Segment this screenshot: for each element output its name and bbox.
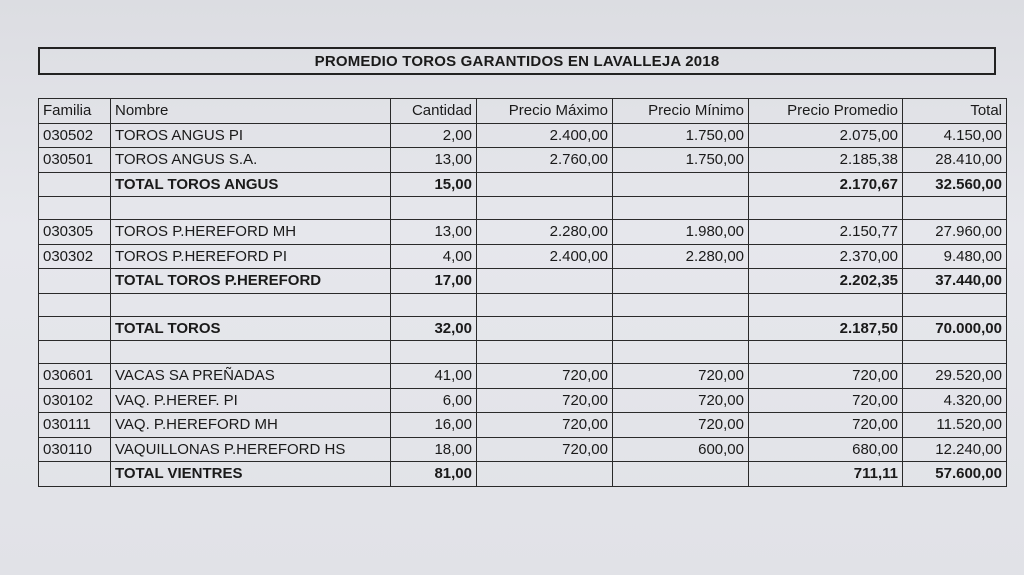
header-row bbox=[39, 99, 1007, 124]
cell-total: 37.440,00 bbox=[903, 269, 1007, 294]
cell-familia: 030502 bbox=[39, 123, 111, 148]
cell-total: 57.600,00 bbox=[903, 462, 1007, 487]
cell-total: 29.520,00 bbox=[903, 364, 1007, 389]
cell-familia: 030302 bbox=[39, 244, 111, 269]
cell-cantidad: 13,00 bbox=[391, 220, 477, 245]
cell-familia bbox=[39, 172, 111, 197]
empty-cell bbox=[391, 293, 477, 316]
cell-nombre: VACAS SA PREÑADAS bbox=[111, 364, 391, 389]
total-row bbox=[39, 316, 1007, 341]
empty-cell bbox=[391, 197, 477, 220]
header-precio-minimo: Precio Mínimo bbox=[613, 99, 749, 124]
cell-total: 70.000,00 bbox=[903, 316, 1007, 341]
spacer-row bbox=[39, 197, 1007, 220]
empty-cell bbox=[749, 197, 903, 220]
table-body bbox=[39, 123, 1007, 486]
cell-total: 4.320,00 bbox=[903, 388, 1007, 413]
cell-precio-promedio: 2.075,00 bbox=[749, 123, 903, 148]
cell-total: 32.560,00 bbox=[903, 172, 1007, 197]
header-cantidad: Cantidad bbox=[391, 99, 477, 124]
table-row bbox=[39, 388, 1007, 413]
empty-cell bbox=[111, 197, 391, 220]
cell-familia: 030501 bbox=[39, 148, 111, 173]
header-precio-promedio: Precio Promedio bbox=[749, 99, 903, 124]
cell-total: 11.520,00 bbox=[903, 413, 1007, 438]
empty-cell bbox=[111, 293, 391, 316]
cell-cantidad: 13,00 bbox=[391, 148, 477, 173]
cell-cantidad: 4,00 bbox=[391, 244, 477, 269]
cell-precio-maximo: 2.400,00 bbox=[477, 244, 613, 269]
empty-cell bbox=[903, 293, 1007, 316]
cell-precio-promedio: 2.202,35 bbox=[749, 269, 903, 294]
cell-total: 12.240,00 bbox=[903, 437, 1007, 462]
empty-cell bbox=[477, 197, 613, 220]
cell-nombre: TOTAL TOROS bbox=[111, 316, 391, 341]
total-row bbox=[39, 172, 1007, 197]
cell-precio-minimo: 1.750,00 bbox=[613, 123, 749, 148]
prices-table bbox=[38, 98, 1007, 487]
cell-precio-minimo bbox=[613, 172, 749, 197]
empty-cell bbox=[39, 197, 111, 220]
cell-familia: 030111 bbox=[39, 413, 111, 438]
empty-cell bbox=[391, 341, 477, 364]
cell-nombre: TOROS P.HEREFORD MH bbox=[111, 220, 391, 245]
cell-precio-maximo bbox=[477, 462, 613, 487]
cell-cantidad: 18,00 bbox=[391, 437, 477, 462]
cell-total: 27.960,00 bbox=[903, 220, 1007, 245]
total-row bbox=[39, 269, 1007, 294]
cell-nombre: VAQUILLONAS P.HEREFORD HS bbox=[111, 437, 391, 462]
cell-precio-maximo: 720,00 bbox=[477, 364, 613, 389]
cell-cantidad: 81,00 bbox=[391, 462, 477, 487]
cell-precio-minimo: 720,00 bbox=[613, 364, 749, 389]
cell-precio-maximo bbox=[477, 316, 613, 341]
header-total: Total bbox=[903, 99, 1007, 124]
cell-nombre: TOTAL VIENTRES bbox=[111, 462, 391, 487]
table-row bbox=[39, 123, 1007, 148]
empty-cell bbox=[477, 293, 613, 316]
empty-cell bbox=[613, 341, 749, 364]
cell-familia bbox=[39, 462, 111, 487]
header-familia: Familia bbox=[39, 99, 111, 124]
cell-precio-maximo: 2.760,00 bbox=[477, 148, 613, 173]
empty-cell bbox=[749, 341, 903, 364]
cell-nombre: TOROS ANGUS PI bbox=[111, 123, 391, 148]
cell-cantidad: 17,00 bbox=[391, 269, 477, 294]
cell-precio-promedio: 720,00 bbox=[749, 364, 903, 389]
cell-nombre: TOTAL TOROS P.HEREFORD bbox=[111, 269, 391, 294]
spacer-row bbox=[39, 341, 1007, 364]
header-precio-maximo: Precio Máximo bbox=[477, 99, 613, 124]
cell-familia: 030102 bbox=[39, 388, 111, 413]
cell-nombre: TOROS ANGUS S.A. bbox=[111, 148, 391, 173]
cell-total: 4.150,00 bbox=[903, 123, 1007, 148]
cell-precio-promedio: 720,00 bbox=[749, 413, 903, 438]
cell-total: 28.410,00 bbox=[903, 148, 1007, 173]
cell-precio-minimo: 1.750,00 bbox=[613, 148, 749, 173]
cell-nombre: VAQ. P.HEREFORD MH bbox=[111, 413, 391, 438]
empty-cell bbox=[749, 293, 903, 316]
cell-nombre: TOROS P.HEREFORD PI bbox=[111, 244, 391, 269]
cell-precio-maximo bbox=[477, 269, 613, 294]
cell-precio-promedio: 2.185,38 bbox=[749, 148, 903, 173]
empty-cell bbox=[39, 293, 111, 316]
document-title: PROMEDIO TOROS GARANTIDOS EN LAVALLEJA 2018 bbox=[38, 47, 996, 75]
cell-precio-promedio: 2.187,50 bbox=[749, 316, 903, 341]
empty-cell bbox=[903, 197, 1007, 220]
cell-precio-maximo: 720,00 bbox=[477, 413, 613, 438]
cell-precio-maximo: 2.280,00 bbox=[477, 220, 613, 245]
cell-cantidad: 2,00 bbox=[391, 123, 477, 148]
cell-precio-promedio: 711,11 bbox=[749, 462, 903, 487]
cell-familia bbox=[39, 269, 111, 294]
cell-precio-minimo: 1.980,00 bbox=[613, 220, 749, 245]
cell-precio-promedio: 2.150,77 bbox=[749, 220, 903, 245]
cell-familia: 030305 bbox=[39, 220, 111, 245]
cell-cantidad: 16,00 bbox=[391, 413, 477, 438]
empty-cell bbox=[903, 341, 1007, 364]
cell-precio-minimo: 2.280,00 bbox=[613, 244, 749, 269]
cell-familia: 030601 bbox=[39, 364, 111, 389]
cell-precio-minimo: 720,00 bbox=[613, 388, 749, 413]
cell-precio-maximo: 720,00 bbox=[477, 437, 613, 462]
cell-cantidad: 6,00 bbox=[391, 388, 477, 413]
cell-familia bbox=[39, 316, 111, 341]
cell-precio-maximo: 2.400,00 bbox=[477, 123, 613, 148]
cell-total: 9.480,00 bbox=[903, 244, 1007, 269]
cell-precio-minimo bbox=[613, 269, 749, 294]
cell-nombre: TOTAL TOROS ANGUS bbox=[111, 172, 391, 197]
table-row bbox=[39, 148, 1007, 173]
cell-precio-promedio: 680,00 bbox=[749, 437, 903, 462]
cell-precio-maximo: 720,00 bbox=[477, 388, 613, 413]
table-row bbox=[39, 413, 1007, 438]
cell-precio-promedio: 2.170,67 bbox=[749, 172, 903, 197]
cell-precio-minimo bbox=[613, 462, 749, 487]
header-nombre: Nombre bbox=[111, 99, 391, 124]
cell-precio-minimo bbox=[613, 316, 749, 341]
empty-cell bbox=[111, 341, 391, 364]
cell-cantidad: 32,00 bbox=[391, 316, 477, 341]
table-row bbox=[39, 437, 1007, 462]
table-row bbox=[39, 220, 1007, 245]
table-row bbox=[39, 244, 1007, 269]
cell-precio-minimo: 600,00 bbox=[613, 437, 749, 462]
empty-cell bbox=[477, 341, 613, 364]
cell-precio-minimo: 720,00 bbox=[613, 413, 749, 438]
empty-cell bbox=[613, 293, 749, 316]
empty-cell bbox=[613, 197, 749, 220]
cell-cantidad: 41,00 bbox=[391, 364, 477, 389]
cell-precio-promedio: 2.370,00 bbox=[749, 244, 903, 269]
cell-precio-promedio: 720,00 bbox=[749, 388, 903, 413]
empty-cell bbox=[39, 341, 111, 364]
cell-familia: 030110 bbox=[39, 437, 111, 462]
cell-cantidad: 15,00 bbox=[391, 172, 477, 197]
table-row bbox=[39, 364, 1007, 389]
total-row bbox=[39, 462, 1007, 487]
spacer-row bbox=[39, 293, 1007, 316]
cell-nombre: VAQ. P.HEREF. PI bbox=[111, 388, 391, 413]
cell-precio-maximo bbox=[477, 172, 613, 197]
